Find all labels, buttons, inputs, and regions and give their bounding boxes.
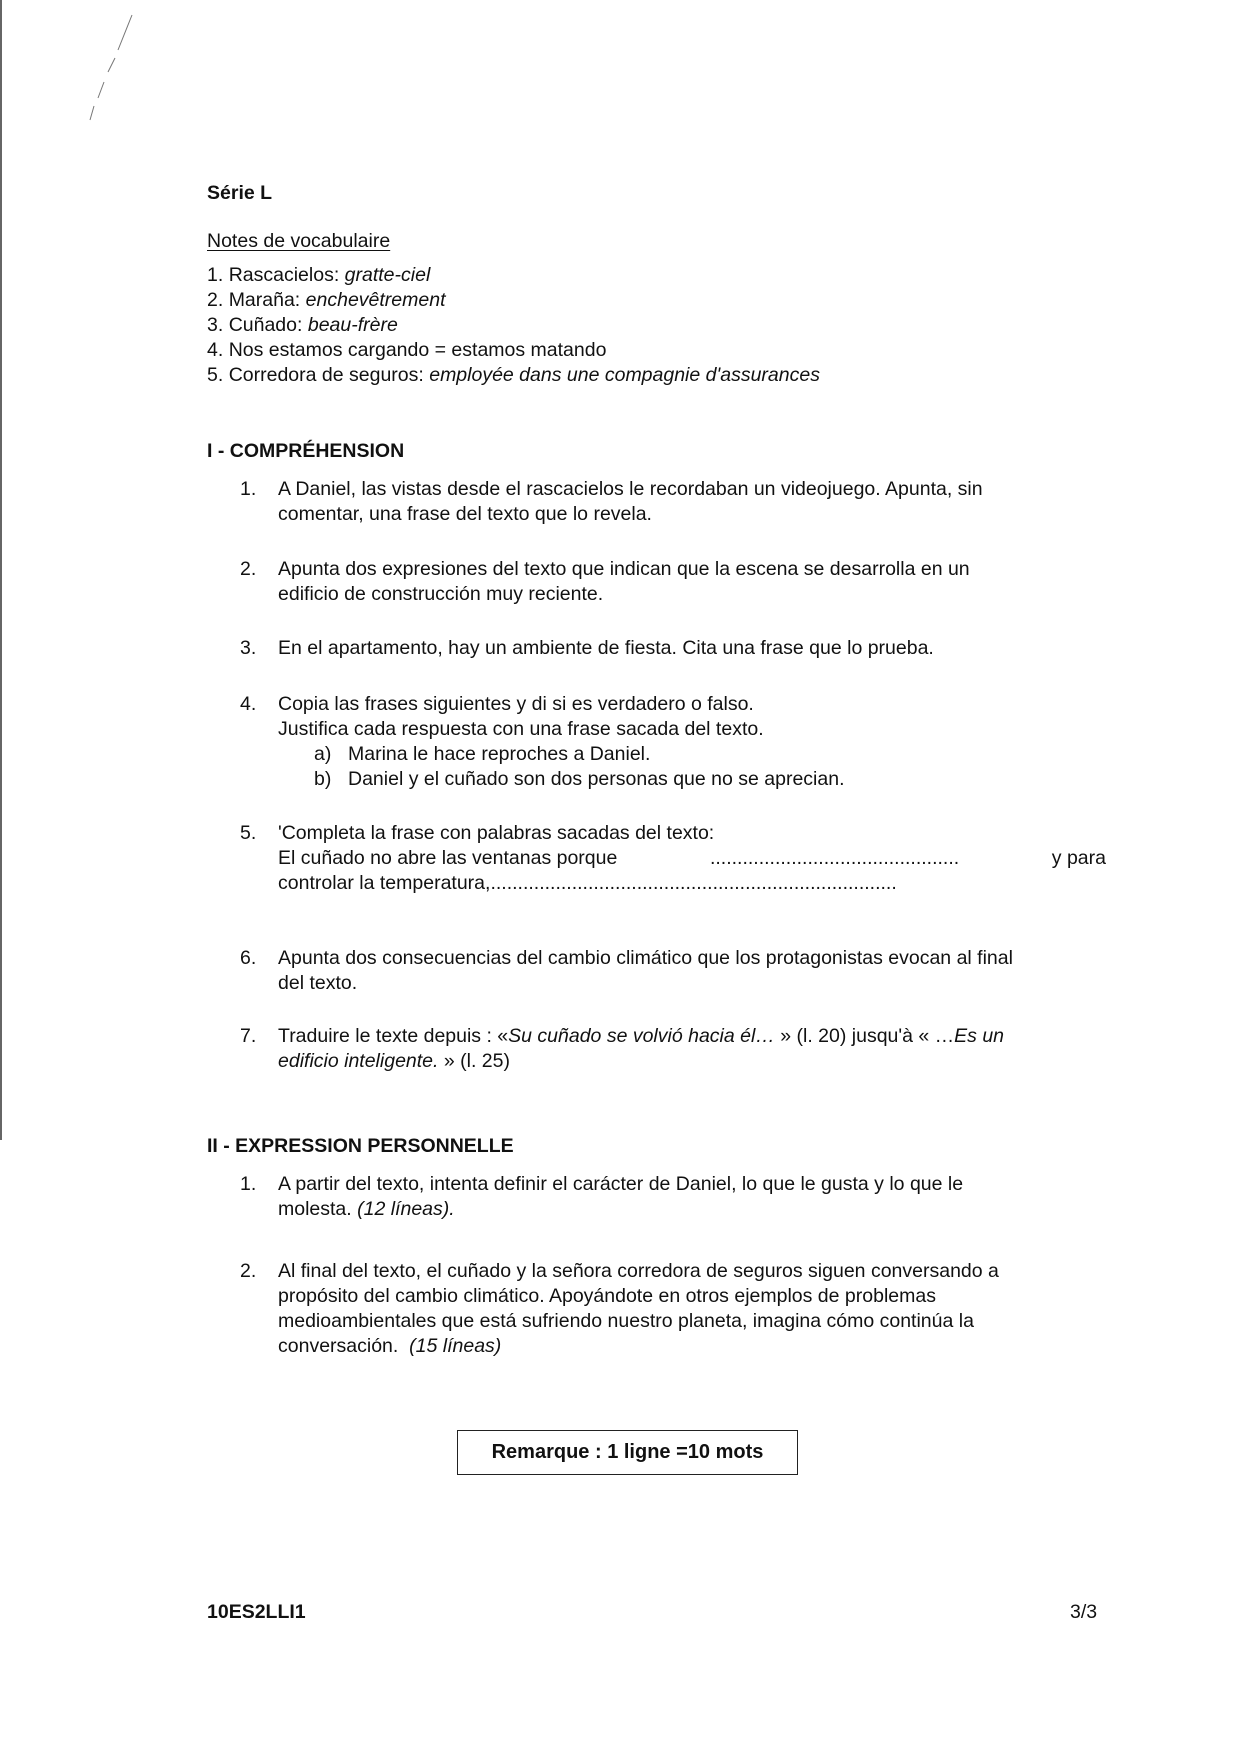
option-b: b) Daniel y el cuñado son dos personas que no se aprecian. [314, 768, 845, 790]
option-a: a) Marina le hace reproches a Daniel. [314, 743, 651, 765]
section-expression-title: II - EXPRESSION PERSONNELLE [207, 1135, 514, 1157]
question-7: 7. Traduire le texte depuis : «Su cuñado se volvió hacia él… » (l. 20) jusqu'à « …Es un edificio inteligente. » (l. 25) [240, 1025, 1005, 1072]
question-6: 6. Apunta dos consecuencias del cambio climático que los protagonistas evocan al final del texto. [240, 947, 1013, 994]
section-comprehension-title: I - COMPRÉHENSION [207, 440, 405, 462]
vocab-list [207, 263, 1007, 388]
question-1: 1. A Daniel, las vistas desde el rascacielos le recordaban un videojuego. Apunta, sin comentar, una frase del texto que lo revela. [240, 478, 983, 525]
vocab-item: 3. Cuñado: beau-frère [207, 314, 398, 336]
remark-box: Remarque : 1 ligne =10 mots [457, 1430, 798, 1475]
vocab-title: Notes de vocabulaire [207, 230, 391, 252]
footer-code: 10ES2LLI1 [207, 1601, 306, 1623]
scan-mark-top-left [60, 10, 140, 140]
expression-question-1: 1. A partir del texto, intenta definir el carácter de Daniel, lo que le gusta y lo que le molesta. (12 líneas). [240, 1173, 964, 1220]
expression-question-2: 2. Al final del texto, el cuñado y la señora corredora de seguros siguen conversando a propósito del cambio climático. Apoyándote en otros ejemplos de problemas medioambientales que está sufriendo nuestro planeta, imagina cómo continúa la conversación. (15 líneas) [240, 1260, 999, 1357]
page-number: 3/3 [1070, 1601, 1098, 1623]
vocab-item: 1. Rascacielos: gratte-ciel [207, 264, 431, 286]
vocab-item: 2. Maraña: enchevêtrement [207, 289, 446, 311]
vocab-item: 5. Corredora de seguros: employée dans une compagnie d'assurances [207, 364, 820, 386]
scan-edge-left [0, 0, 2, 1140]
vocab-item: 4. Nos estamos cargando = estamos matando [207, 339, 607, 361]
question-3: 3. En el apartamento, hay un ambiente de fiesta. Cita una frase que lo prueba. [240, 637, 934, 659]
question-5: 5. 'Completa la frase con palabras sacadas del texto: El cuñado no abre las ventanas porque .............................................. y para controlar la temperatura,........................................................................... [240, 822, 1106, 894]
question-2: 2. Apunta dos expresiones del texto que indican que la escena se desarrolla en un edificio de construcción muy reciente. [240, 558, 970, 605]
series-title: Série L [207, 182, 273, 204]
question-4: 4. Copia las frases siguientes y di si es verdadero o falso. Justifica cada respuesta con una frase sacada del texto. a) Marina le hace reproches a Daniel. b) Daniel y el cuñado son dos personas que no se aprecian. [240, 692, 1106, 792]
